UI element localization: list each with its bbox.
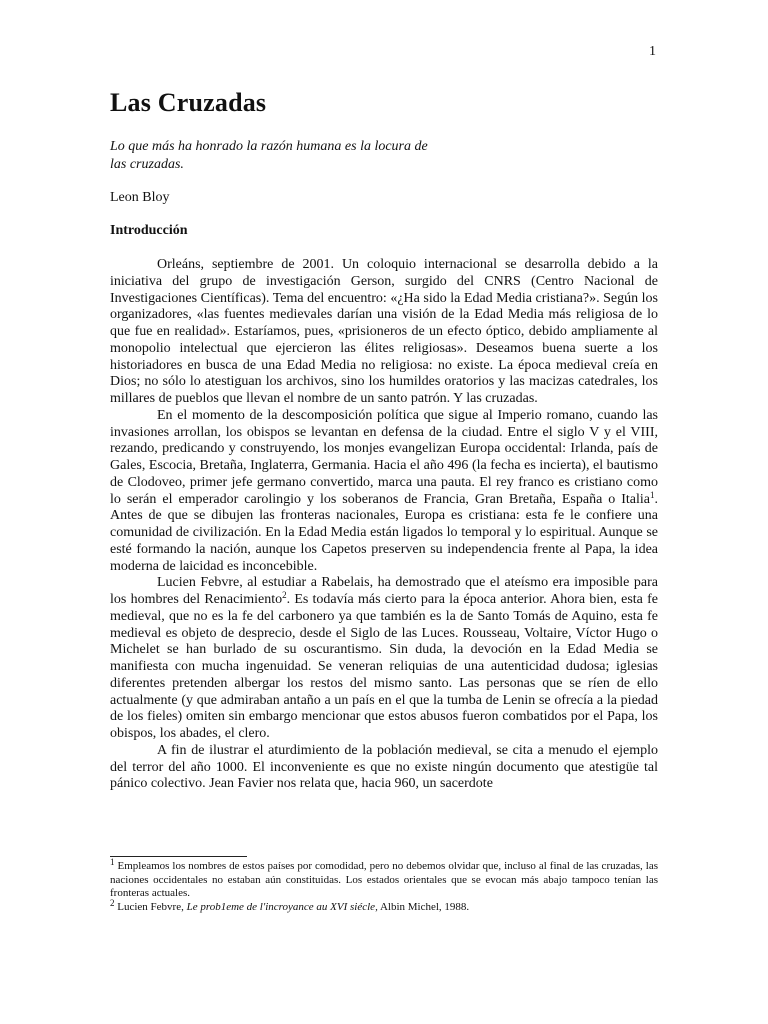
footnote-2: [110, 897, 658, 915]
paragraph-4: A fin de ilustrar el aturdimiento de la población medieval, se cita a menudo el ejemplo del terror del año 1000. El inconveniente es que no existe ningún documento que atestigüe tal pánico colectivo. Jean Favier nos relata que, hacia 960, un sacerdote: [110, 742, 658, 792]
footnote-2-publisher: Albin Michel, 1988.: [377, 900, 470, 913]
footnotes: [110, 857, 658, 914]
footnote-ref-2: 2: [282, 590, 287, 600]
footnote-2-book-title: Le prob1eme de l'incroyance au XVI siécle,: [186, 900, 378, 913]
section-heading: Introducción: [110, 223, 188, 238]
epigraph-author: Leon Bloy: [110, 190, 170, 205]
paragraph-3-text-b: . Es todavía más cierto para la época anterior. Ahora bien, esta fe medieval, que no es la fe del carbonero ya que también es la de Santo Tomás de Aquino, esta fe medieval es objeto de desprecio, desde el Siglo de las Luces. Rousseau, Voltaire, Víctor Hugo o Michelet se han burlado de su oscurantismo. Sin duda, la devoción en la Edad Media se manifiesta con mucha ingenuidad. Se veneran reliquias de una autenticidad dudosa; iglesias diferentes pretenden albergar los restos del mismo santo. Las personas que se ríen de ello actualmente (y que admiraban antaño a un país en el que la tumba de Lenin se ofrecía a la piedad de los fieles) omiten sin embargo mencionar que estos abusos fueron combatidos por el Papa, los obispos, los abades, el clero.: [110, 592, 658, 741]
paragraph-3: [110, 575, 658, 743]
document-title: Las Cruzadas: [110, 88, 267, 117]
footnote-2-author: Lucien Febvre,: [114, 900, 187, 913]
epigraph: Lo que más ha honrado la razón humana es la locura de las cruzadas.: [110, 139, 428, 172]
footnote-1: [110, 857, 658, 901]
footnote-1-mark: 1: [110, 857, 115, 867]
footnote-2-mark: 2: [110, 897, 115, 908]
footnote-1-text: Empleamos los nombres de estos países por comodidad, pero no debemos olvidar que, incluso al final de las cruzadas, las naciones occidentales no estaban aún constituidas. Los estados orientales que se evocan más abajo tampoco tenían las fronteras actuales.: [110, 860, 658, 899]
page-number: 1: [649, 44, 656, 59]
paragraph-3-text-a: Lucien Febvre, al estudiar a Rabelais, ha demostrado que el ateísmo era imposible para los hombres del Renacimiento: [110, 575, 658, 607]
footnote-ref-1: 1: [650, 489, 655, 500]
paragraph-2: [110, 408, 658, 576]
footnote-separator: [110, 856, 247, 857]
paragraph-1: Orleáns, septiembre de 2001. Un coloquio internacional se desarrolla debido a la iniciativa del grupo de investigación Gerson, surgido del CNRS (Centro Nacional de Investigaciones Científicas). Tema del encuentro: «¿Ha sido la Edad Media cristiana?». Según los organizadores, «las fuentes medievales darían una visión de la Edad Media más religiosa de lo que fue en realidad». Estaríamos, pues, «prisioneros de un efecto óptico, debido ampliamente al monopolio intelectual que ejercieron las élites religiosas». Deseamos buena suerte a los historiadores en busca de una Edad Media no religiosa: no existe. La época medieval creía en Dios; no sólo lo atestiguan los archivos, sino los humildes oratorios y las macizas catedrales, los millares de pueblos que llevan el nombre de un santo patrón. Y las cruzadas.: [110, 257, 658, 406]
paragraph-2-text-b: . Antes de que se dibujen las fronteras nacionales, Europa es cristiana: esta fe le confiere una comunidad de civilización. En la Edad Media están ligados lo temporal y lo espiritual. Aunque se esté formando la nación, aunque los Capetos preserven su independencia frente al Papa, la idea moderna de laicidad es inconcebible.: [110, 491, 658, 574]
body-text: [110, 257, 658, 793]
paragraph-2-text-a: En el momento de la descomposición política que sigue al Imperio romano, cuando las invasiones arrollan, los obispos se levantan en defensa de la ciudad. Entre el siglo V y el VIII, rezando, predicando y construyendo, los monjes evangelizan Europa occidental: Irlanda, país de Gales, Escocia, Bretaña, Inglaterra, Germania. Hacia el año 496 (la fecha es incierta), el bautismo de Clodoveo, primer jefe germano convertido, marca una pauta. El rey franco es cristiano como lo serán el emperador carolingio y los soberanos de Francia, Gran Bretaña, España o Italia: [110, 407, 658, 507]
